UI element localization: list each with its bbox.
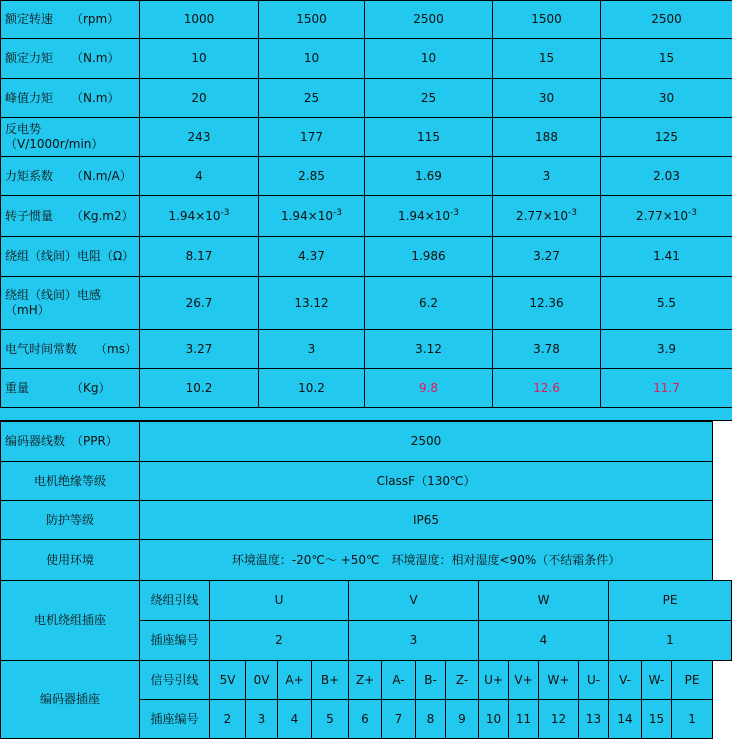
spec-value: 10 <box>365 39 493 79</box>
spec-row <box>1 237 732 277</box>
spec-value: 10 <box>259 39 365 79</box>
spec-value: 12.6 <box>493 369 601 408</box>
spec-row <box>1 79 732 118</box>
separator-band <box>0 407 732 421</box>
spec-value: 177 <box>259 118 365 157</box>
encoder-lead: U+ <box>479 661 509 700</box>
general-value: ClassF（130℃） <box>140 462 713 501</box>
encoder-lead: A+ <box>278 661 312 700</box>
spec-value: 3.9 <box>601 330 732 369</box>
general-value: 2500 <box>140 422 713 462</box>
spec-value: 1.69 <box>365 157 493 196</box>
spec-value: 2500 <box>365 1 493 39</box>
spec-value: 15 <box>493 39 601 79</box>
spec-label: 电气时间常数 （ms） <box>1 330 140 369</box>
encoder-pin: 5 <box>312 700 349 739</box>
spec-value: 10.2 <box>140 369 259 408</box>
spec-value: 4 <box>140 157 259 196</box>
winding-socket-label: 电机绕组插座 <box>1 581 140 661</box>
encoder-lead: Z- <box>446 661 479 700</box>
spec-value: 243 <box>140 118 259 157</box>
spec-value: 10.2 <box>259 369 365 408</box>
encoder-pin: 3 <box>246 700 278 739</box>
inertia-base: 1.94×10 <box>281 209 333 223</box>
spec-label: 峰值力矩 （N.m） <box>1 79 140 118</box>
spec-value: 8.17 <box>140 237 259 277</box>
winding-lead: W <box>479 581 609 621</box>
winding-pin-label: 插座编号 <box>140 621 210 661</box>
general-label: 电机绝缘等级 <box>1 462 140 501</box>
spec-value: 6.2 <box>365 277 493 330</box>
spec-value: 5.5 <box>601 277 732 330</box>
spec-value <box>601 196 732 237</box>
spec-value: 125 <box>601 118 732 157</box>
spec-value: 2.03 <box>601 157 732 196</box>
spec-value: 3.27 <box>140 330 259 369</box>
spec-value <box>365 196 493 237</box>
encoder-pin: 12 <box>539 700 579 739</box>
encoder-pin: 11 <box>509 700 539 739</box>
winding-pin: 2 <box>210 621 349 661</box>
encoder-pin-label: 插座编号 <box>140 700 210 739</box>
spec-value: 3 <box>493 157 601 196</box>
inertia-exponent: -3 <box>568 208 577 218</box>
inertia-base: 1.94×10 <box>398 209 450 223</box>
winding-row <box>1 581 732 621</box>
encoder-lead: Z+ <box>349 661 382 700</box>
spec-value: 3.78 <box>493 330 601 369</box>
spec-row <box>1 1 732 39</box>
spec-value: 25 <box>259 79 365 118</box>
encoder-lead: B- <box>416 661 446 700</box>
general-row <box>1 501 732 540</box>
spec-label: 绕组（线间）电阻（Ω） <box>1 237 140 277</box>
winding-lead: V <box>349 581 479 621</box>
spec-value: 10 <box>140 39 259 79</box>
encoder-pin: 15 <box>642 700 672 739</box>
encoder-pin: 13 <box>579 700 609 739</box>
encoder-lead: U- <box>579 661 609 700</box>
encoder-lead: 0V <box>246 661 278 700</box>
spec-row <box>1 118 732 157</box>
spec-value: 20 <box>140 79 259 118</box>
spec-value: 26.7 <box>140 277 259 330</box>
encoder-pin: 4 <box>278 700 312 739</box>
spec-row <box>1 157 732 196</box>
spec-value <box>140 196 259 237</box>
inertia-base: 2.77×10 <box>516 209 568 223</box>
encoder-pin: 7 <box>382 700 416 739</box>
spec-row <box>1 196 732 237</box>
spec-label: 转子惯量 （Kg.m2） <box>1 196 140 237</box>
inertia-exponent: -3 <box>450 208 459 218</box>
general-row <box>1 540 732 581</box>
spec-label: 重量 （Kg） <box>1 369 140 408</box>
spec-value: 3 <box>259 330 365 369</box>
winding-lead: PE <box>609 581 732 621</box>
spec-value: 11.7 <box>601 369 732 408</box>
winding-pin: 4 <box>479 621 609 661</box>
spec-value: 1000 <box>140 1 259 39</box>
encoder-lead: V+ <box>509 661 539 700</box>
spec-value: 13.12 <box>259 277 365 330</box>
encoder-lead: W+ <box>539 661 579 700</box>
spec-value: 1500 <box>493 1 601 39</box>
spec-value: 2.85 <box>259 157 365 196</box>
spec-value: 12.36 <box>493 277 601 330</box>
spec-value: 188 <box>493 118 601 157</box>
spec-label: 反电势 （V/1000r/min） <box>1 118 140 157</box>
encoder-pin: 10 <box>479 700 509 739</box>
encoder-pin: 2 <box>210 700 246 739</box>
general-row <box>1 462 732 501</box>
inertia-exponent: -3 <box>333 208 342 218</box>
general-label: 防护等级 <box>1 501 140 540</box>
general-table <box>0 421 732 739</box>
encoder-lead: 5V <box>210 661 246 700</box>
spec-row <box>1 277 732 330</box>
spec-label: 力矩系数 （N.m/A） <box>1 157 140 196</box>
spec-value: 9.8 <box>365 369 493 408</box>
spec-value <box>259 196 365 237</box>
spec-value: 30 <box>493 79 601 118</box>
encoder-pin: 6 <box>349 700 382 739</box>
spec-value: 115 <box>365 118 493 157</box>
spec-value <box>493 196 601 237</box>
encoder-lead: V- <box>609 661 642 700</box>
spec-row <box>1 369 732 408</box>
general-row <box>1 422 732 462</box>
inertia-exponent: -3 <box>688 208 697 218</box>
spec-label: 额定力矩 （N.m） <box>1 39 140 79</box>
spec-value: 3.27 <box>493 237 601 277</box>
spec-label: 额定转速 （rpm） <box>1 1 140 39</box>
general-label: 使用环境 <box>1 540 140 581</box>
inertia-base: 1.94×10 <box>168 209 220 223</box>
spec-value: 25 <box>365 79 493 118</box>
spec-value: 1500 <box>259 1 365 39</box>
encoder-lead: A- <box>382 661 416 700</box>
spec-value: 4.37 <box>259 237 365 277</box>
spec-row <box>1 330 732 369</box>
encoder-lead-label: 信号引线 <box>140 661 210 700</box>
encoder-pin: 14 <box>609 700 642 739</box>
inertia-exponent: -3 <box>221 208 230 218</box>
encoder-row <box>1 661 732 700</box>
encoder-lead: PE <box>672 661 713 700</box>
encoder-socket-label: 编码器插座 <box>1 661 140 739</box>
encoder-pin: 9 <box>446 700 479 739</box>
spec-value: 2500 <box>601 1 732 39</box>
spec-value: 30 <box>601 79 732 118</box>
spec-row <box>1 39 732 79</box>
spec-value: 15 <box>601 39 732 79</box>
encoder-lead: W- <box>642 661 672 700</box>
encoder-pin: 1 <box>672 700 713 739</box>
winding-lead: U <box>210 581 349 621</box>
general-value: IP65 <box>140 501 713 540</box>
general-label: 编码器线数 （PPR） <box>1 422 140 462</box>
inertia-base: 2.77×10 <box>636 209 688 223</box>
spec-label: 绕组（线间）电感（mH） <box>1 277 140 330</box>
encoder-pin: 8 <box>416 700 446 739</box>
winding-pin: 3 <box>349 621 479 661</box>
spec-value: 3.12 <box>365 330 493 369</box>
encoder-lead: B+ <box>312 661 349 700</box>
winding-pin: 1 <box>609 621 732 661</box>
general-value: 环境温度：-20℃～ +50℃ 环境湿度：相对湿度<90%（不结霜条件） <box>140 540 713 581</box>
spec-value: 1.41 <box>601 237 732 277</box>
winding-lead-label: 绕组引线 <box>140 581 210 621</box>
spec-value: 1.986 <box>365 237 493 277</box>
